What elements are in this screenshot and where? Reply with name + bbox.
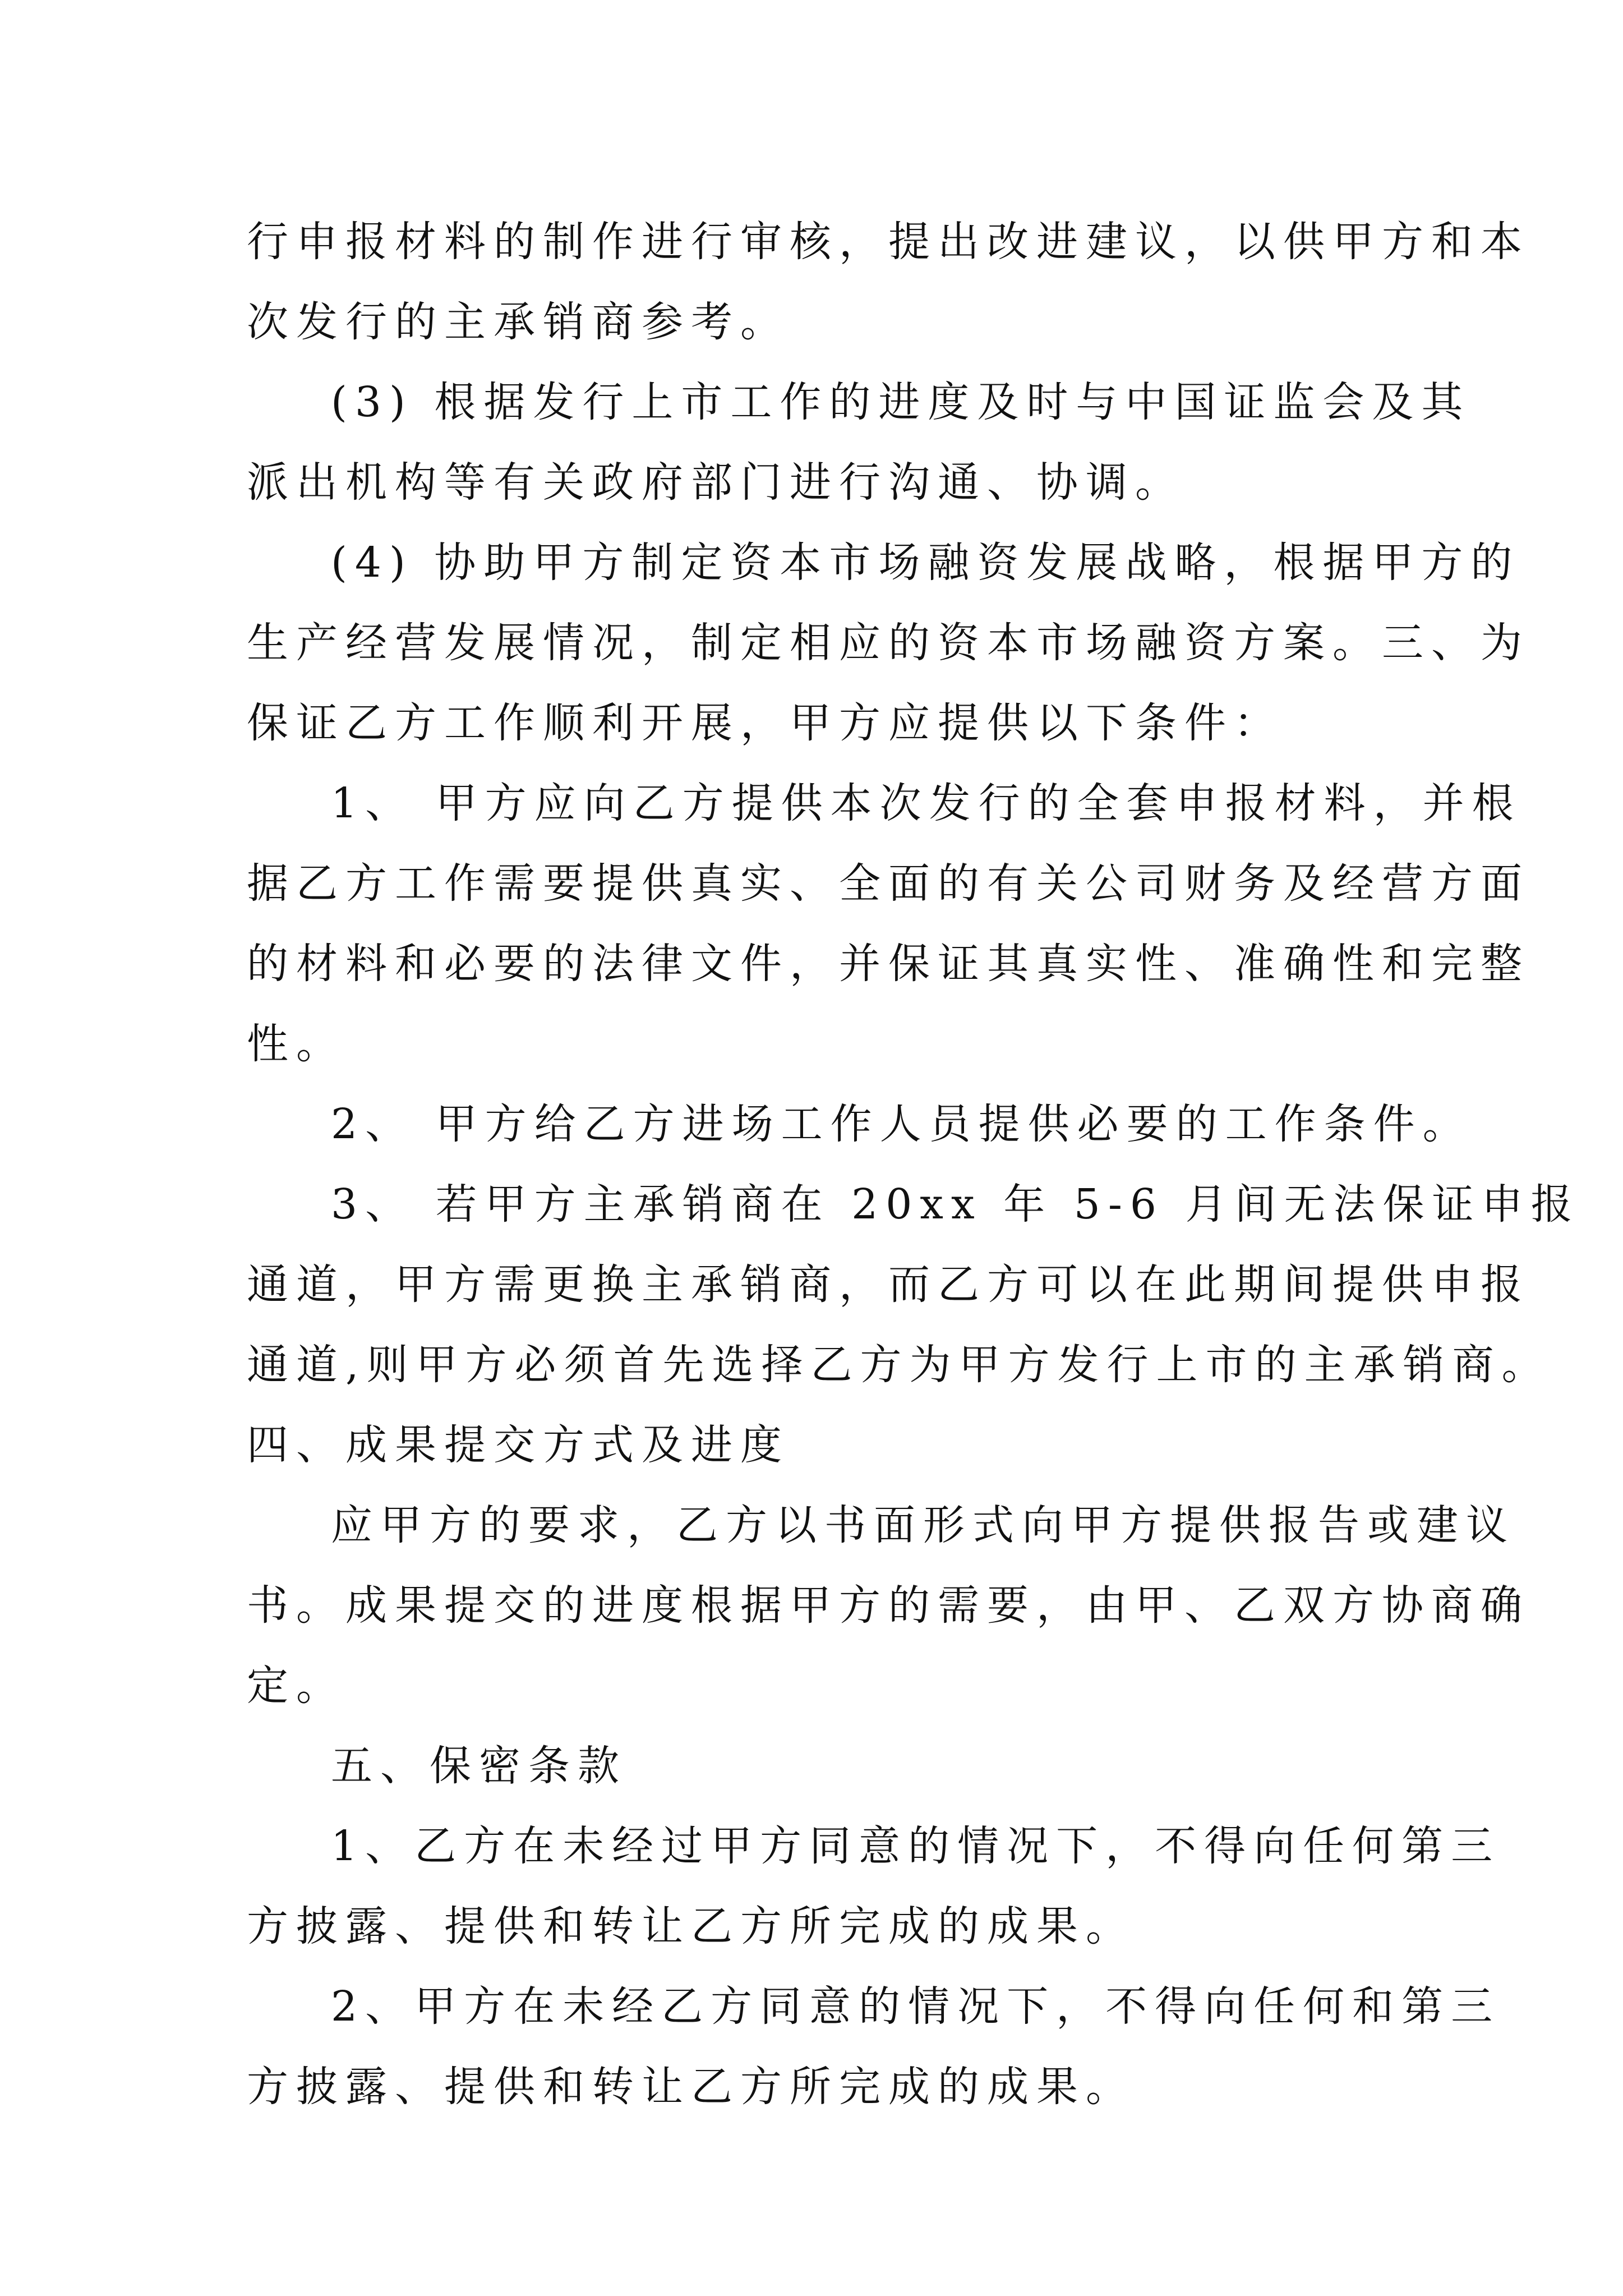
text-line: 3、 若甲方主承销商在 20xx 年 5-6 月间无法保证申报 bbox=[331, 1180, 1580, 1228]
text-line: 1、 甲方应向乙方提供本次发行的全套申报材料，并根 bbox=[331, 779, 1521, 827]
text-line: 据乙方工作需要提供真实、全面的有关公司财务及经营方面 bbox=[247, 859, 1530, 908]
text-line: (3) 根据发行上市工作的进度及时与中国证监会及其 bbox=[331, 378, 1471, 426]
text-line: 通道，甲方需更换主承销商，而乙方可以在此期间提供申报 bbox=[247, 1260, 1530, 1309]
text-line: (4) 协助甲方制定资本市场融资发展战略，根据甲方的 bbox=[331, 539, 1520, 587]
text-line: 行申报材料的制作进行审核，提出改进建议，以供甲方和本 bbox=[247, 218, 1530, 266]
text-line: 生产经营发展情况，制定相应的资本市场融资方案。三、为 bbox=[247, 619, 1530, 667]
text-line: 次发行的主承销商参考。 bbox=[247, 298, 790, 346]
document-body bbox=[247, 202, 1580, 2127]
text-line: 方披露、提供和转让乙方所完成的成果。 bbox=[247, 2063, 1135, 2111]
text-line: 的材料和必要的法律文件，并保证其真实性、准确性和完整 bbox=[247, 940, 1530, 988]
text-line: 2、甲方在未经乙方同意的情况下，不得向任何和第三 bbox=[331, 1982, 1501, 2031]
section-heading: 四、成果提交方式及进度 bbox=[247, 1421, 790, 1469]
text-line: 1、乙方在未经过甲方同意的情况下，不得向任何第三 bbox=[331, 1822, 1501, 1870]
text-line: 2、 甲方给乙方进场工作人员提供必要的工作条件。 bbox=[331, 1100, 1472, 1148]
text-line: 保证乙方工作顺利开展，甲方应提供以下条件： bbox=[247, 699, 1283, 747]
text-line: 书。成果提交的进度根据甲方的需要，由甲、乙双方协商确 bbox=[247, 1581, 1530, 1630]
text-line: 定。 bbox=[247, 1662, 345, 1710]
text-line: 应甲方的要求，乙方以书面形式向甲方提供报告或建议 bbox=[331, 1501, 1515, 1549]
text-line: 方披露、提供和转让乙方所完成的成果。 bbox=[247, 1902, 1135, 1950]
text-line: 派出机构等有关政府部门进行沟通、协调。 bbox=[247, 458, 1184, 507]
text-line: 性。 bbox=[247, 1020, 345, 1068]
section-heading: 五、保密条款 bbox=[331, 1742, 627, 1790]
text-line: 通道,则甲方必须首先选择乙方为甲方发行上市的主承销商。 bbox=[247, 1341, 1551, 1389]
